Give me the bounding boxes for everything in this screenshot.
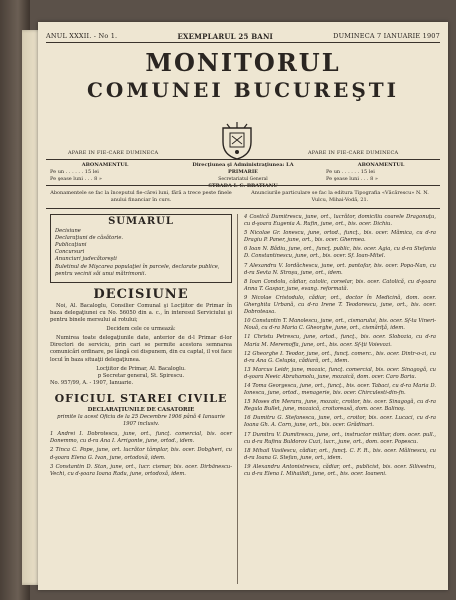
list-item: 11 Christu Petrescu, june, ortod., funcţ., bis. ocer. Slobozia, cu d-ra Maria M. Meremoffa, june, ort., bis. ocer. Sf-ţii Voievozi.: [244, 334, 436, 348]
note-rule-top: [46, 185, 440, 186]
list-item: 1 Andrei I. Dobrotescu, june, ort., funcţ. comercial, bis. ocer Donemmo, cu d-ra Ana I. Arrigonte, june, ortod., idem.: [50, 431, 232, 445]
masthead-subtitle: COMUNEI BUCUREŞTI: [86, 78, 399, 102]
administratie-block: Direcţiunea şi Administraţiunea: LA PRIMARIE Secretariatul General STRADA I. C. BRATIANU: [192, 162, 294, 189]
list-item: 8 Ioan Condolu, cădiar, catolic, corselar, bis. ocer. Catolică, cu d-şoara Anna T. Gaspar, june, evang. reformată.: [244, 278, 436, 292]
issue-date: DUMINECA 7 IANUARIE 1907: [333, 32, 440, 40]
list-item: 14 Toma Georgescu, june, ort., funcţ., bis. ocer. Tabaci, cu d-ra Maria D. Ionescu, june, ortod., menagerie, bis. ocer. Chirculesti-din-fn.: [244, 382, 436, 397]
issue-price: EXEMPLARUL 25 BANI: [177, 32, 274, 41]
sumar-item: Publicaţiuni: [55, 242, 87, 249]
list-item: 12 Gheorghe I. Teodor, june, ort., funcţ. comerc., bis. ocer. Dintr-o-zi, cu d-ra Ana G. Celupia, cădiară, ort., idem.: [244, 350, 436, 364]
sumar-box: [50, 214, 232, 283]
list-item: 18 Mihail Vasilescu, cădiar, ort., funcţ. C. F. R., bis. ocer. Mălinescu, cu d-ra Ioana G. Stefan, june, ort., idem.: [244, 447, 436, 461]
list-item: 17 Dumitru V. Dumitrescu, june, ort., instructor militar, dom. ocer. pull., cu d-ra Rufinu Buldorov Cuzi, lucr., june, ort., dom. ocer. Popescu.: [244, 431, 436, 445]
decisiune-paragraph: Decidem cele ce urmează:: [106, 326, 176, 333]
list-item: 2 Tinca C. Pope, june, ort. lucrător tâmplar, bis. ocer. Dobgheri, cu d-şoara Elena G. Ivan, june, ortodoxă, idem.: [50, 447, 232, 461]
decisiune-signature: Locţiitor de Primar, Al. Bacaloglu.: [96, 365, 186, 372]
sumar-item: Concursuri: [55, 249, 85, 256]
top-rule: [46, 42, 440, 43]
list-item: 7 Alexandru V. Iordăchescu, june, ort. pantofar, bis. ocer. Popa-Nan, cu d-ra Sevta N. Stroşu, june, ort., idem.: [244, 262, 436, 276]
sumar-title: SUMARUL: [108, 216, 174, 227]
left-column: [50, 214, 232, 480]
city-crest-icon: [220, 122, 254, 160]
newspaper-page: [38, 22, 448, 590]
oficiul-subtitle: DECLARAŢIUNILE DE CASATORIE: [87, 406, 195, 413]
list-item: 13 Marcus Leidr, june, mozaic, funcţ. comercial, bis. ocer. Sinagogă, cu d-şoara Neeic Abrahamolu, june, mozaică, dom. ocer. Caro Bariu.: [244, 366, 436, 380]
list-item: 3 Constantin D. Stan, june, ort., lucr. cismar, bis. ocer. Dirbänescu-Vechi, cu d-şoara Ioana Radu, june, ortodoxă, idem.: [50, 463, 232, 477]
list-item: 19 Alexandru Antonistrescu, cădiar, ort., publicist, bis. ocer. Silivestru, cu d-ra Elena I. Mihailidi, june, ort., bis. ocer. Ioaneni.: [244, 463, 436, 477]
list-item: 10 Constantin T. Manolescu, june, ort., cismarului, bis. ocer. Sf-ta Vineri-Nouă, cu d-ra Maria C. Gheorghe, june, ort., cismăriţă, idem.: [244, 318, 436, 332]
sumar-item: Buletinul de Mişcarea populaţiei în parcele, declarate publice, pentru vecinii săi unui mătrimonii.: [55, 263, 220, 277]
apare-left: APARE IN FIE-CARE DUMINECA: [68, 150, 159, 156]
masthead-title: MONITORUL: [145, 48, 341, 77]
decisiune-paragraph: Numirea toate delegaţiunile date, anterior de d-l Primar d-lor Directori de serviciu, prin cari se permite acestora semnarea comunicări ordinare, pe lângă cei dispunem, din cu captal, il voi face locul în baza situaţii delegaţiunea.: [50, 335, 232, 363]
decisiune-title: DECISIUNE: [93, 286, 189, 302]
list-item: 5 Nicolae Gr. Ionescu, june, ortod., funcţ., bis. ocer. Mămica, cu d-ra Dragiu P. Paner, june, ort., bis. ocer. Ghermea.: [244, 230, 436, 244]
decisiune-number: No. 957/99, A. - 1907, Ianuarie.: [50, 379, 134, 386]
sub-rule: [46, 159, 440, 160]
decisiune-secretary: p Secretar general, St. Spirescu.: [97, 372, 185, 379]
sumar-item: Declaraţiuni de căsătorie.: [55, 235, 124, 242]
note-right: Anunciurile particulare se fac la editura Tipografia «Văcărescu» N. N. Vulcu, Mihai-Vodă, 21.: [251, 190, 429, 203]
abonamente-right: ABONAMENTUL Pe un . . . . . . 15 lei Pe şease luni . . . 8 »: [326, 162, 405, 182]
column-divider: [237, 214, 238, 584]
note-rule-bottom: [46, 208, 440, 209]
list-item: 15 Moses din Meraru, june, mozaic, croitor, bis. ocer. Sinagogă, cu d-ra Regula Bullet, june, mozaică, croitoreasă, dom. ocer. Balinoş.: [244, 399, 436, 413]
sumar-item: Decisiune: [55, 228, 81, 235]
issue-line: [46, 32, 440, 42]
note-left: Abonamentele se fac la începutul fie-cărei luni, fără a trece peste finele anului financiar în curs.: [50, 190, 232, 203]
right-column: [244, 214, 436, 480]
issue-number: ANUL XXXII. - No 1.: [46, 32, 118, 40]
decisiune-paragraph: Noi, Al. Bacaloglu, Consilier Comunal şi Locţiitor de Primar în baza delegaţiunei cu No. 56050 din a. c., în interesul Serviciului şi pentru binele mersului al rotului;: [50, 302, 232, 324]
list-item: 6 Ioan N. Bădiu, june, ort., funcţ. public, bis. ocer. Agia, cu d-ra Stefania D. Constantinescu, june, ort., bis. ocer. Sf. Ioan-Mitel.: [244, 246, 436, 260]
apare-right: APARE IN FIE-CARE DUMINECA: [308, 150, 399, 156]
abonamente-left: ABONAMENTUL Pe un . . . . . . 15 lei Pe şease luni . . . 8 »: [50, 162, 129, 182]
oficiul-title: OFICIUL STAREI CIVILE: [54, 391, 228, 405]
list-item: 4 Costică Dumitrescu, june, ort., lucrător, domiciliu coarele Dragonuţu, cu d-şoara Eugenia A. Rufin, june, ort., bis. ocer. Dichiu.: [244, 214, 436, 228]
oficiul-intro: primite la acest Oficiu de la 25 Decembre 1906 până 4 Ianuarie 1907 inclusiv.: [57, 414, 225, 428]
list-item: 16 Dumitru G. Stefanescu, june, ort., croitor, bis. ocer. Lucaci, cu d-ra Ioana Gh. A. Corn, june, ort., bis. ocer. Grădinari.: [244, 415, 436, 429]
list-item: 9 Nicolae Cristodulo, cădiar, ort., doctor în Medicină, dom. ocer. Gherghita Urbană, cu d-ra Irene T. Teodorescu, june, ort., bis. ocer. Dobroteasa.: [244, 294, 436, 316]
sumar-item: Anunciuri judecătoreşti: [55, 256, 117, 263]
